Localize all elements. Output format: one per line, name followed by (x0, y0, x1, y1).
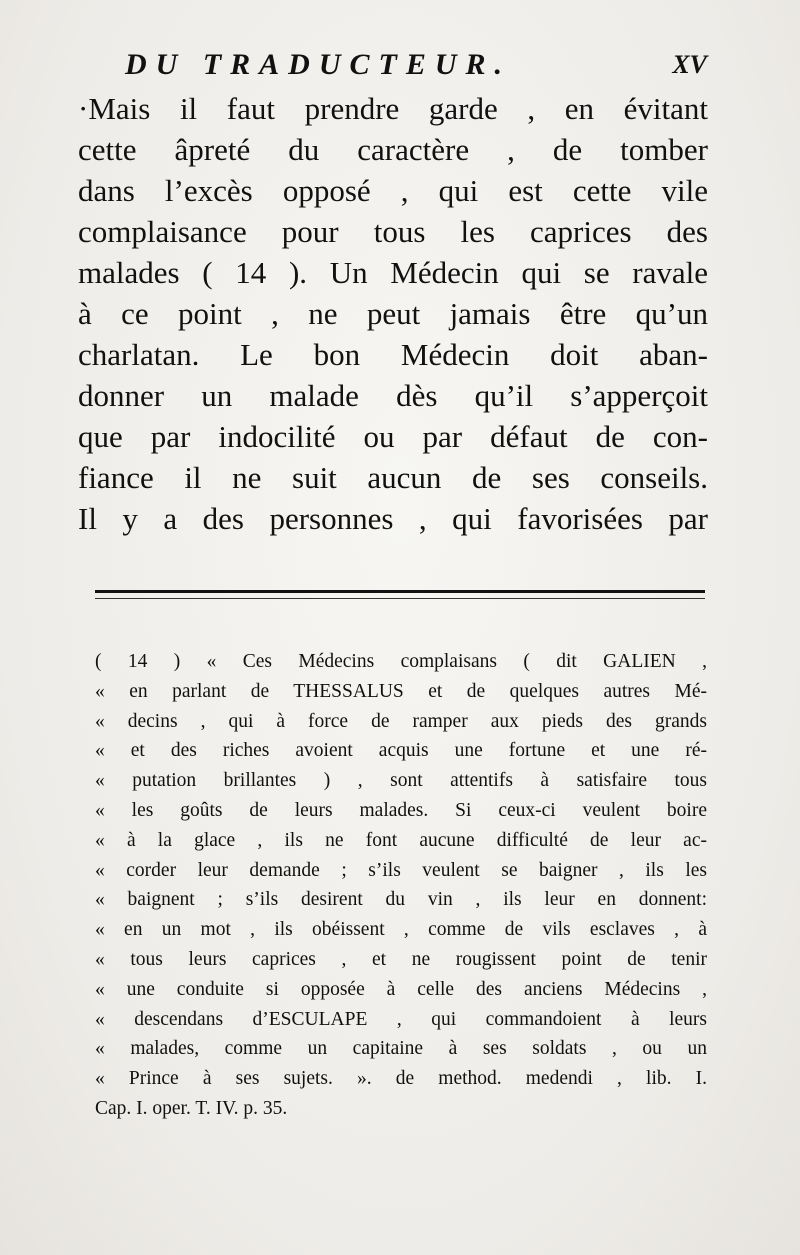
footnote-citation: Cap. I. oper. T. IV. p. 35. (95, 1097, 288, 1119)
text-line: que par indocilité ou par défaut de con- (78, 419, 708, 454)
footnote-line: « à la glace , ils ne font aucune difficulté de leur ac- (95, 829, 707, 851)
footnote-line: ( 14 ) « Ces Médecins complaisans ( dit GALIEN , (95, 651, 707, 672)
page-number: XV (672, 50, 707, 79)
footnote-divider-thin (95, 598, 705, 599)
text-line: charlatan. Le bon Médecin doit aban- (78, 337, 708, 372)
footnote-line: « malades, comme un capitaine à ses soldats , ou un (95, 1038, 707, 1060)
footnote-line: « corder leur demande ; s’ils veulent se baigner , ils les (95, 859, 707, 881)
footnote-divider (95, 590, 705, 593)
footnote (95, 647, 707, 1124)
main-text (78, 88, 708, 539)
footnote-line: « descendans d’ESCULAPE , qui commandoient à leurs (95, 1008, 707, 1030)
text-line: dans l’excès opposé , qui est cette vile (78, 173, 708, 208)
footnote-line: « en un mot , ils obéissent , comme de vils esclaves , à (95, 919, 707, 941)
running-header (125, 48, 707, 88)
footnote-line: « baignent ; s’ils desirent du vin , ils leur en donnent: (95, 889, 707, 911)
footnote-line: « les goûts de leurs malades. Si ceux-ci veulent boire (95, 799, 707, 821)
footnote-line: « Prince à ses sujets. ». de method. medendi , lib. I. (95, 1068, 707, 1090)
footnote-line: « et des riches avoient acquis une fortune et une ré- (95, 740, 707, 762)
footnote-line: « tous leurs caprices , et ne rougissent point de tenir (95, 948, 707, 970)
footnote-line: « decins , qui à force de ramper aux pieds des grands (95, 710, 707, 732)
text-line: à ce point , ne peut jamais être qu’un (78, 296, 708, 331)
running-title: DU TRADUCTEUR. (125, 48, 512, 81)
footnote-line: « putation brillantes ) , sont attentifs à satisfaire tous (95, 770, 707, 792)
text-line: donner un malade dès qu’il s’apperçoit (78, 378, 708, 413)
text-line: malades ( 14 ). Un Médecin qui se ravale (78, 255, 708, 290)
text-line: cette âpreté du caractère , de tomber (78, 132, 708, 167)
footnote-line: « en parlant de THESSALUS et de quelques autres Mé- (95, 680, 707, 702)
footnote-line: « une conduite si opposée à celle des anciens Médecins , (95, 978, 707, 1000)
text-line: Il y a des personnes , qui favorisées par (78, 501, 708, 536)
text-line: complaisance pour tous les caprices des (78, 214, 708, 249)
text-line: ·Mais il faut prendre garde , en évitant (78, 91, 708, 126)
text-line: fiance il ne suit aucun de ses conseils. (78, 460, 708, 495)
